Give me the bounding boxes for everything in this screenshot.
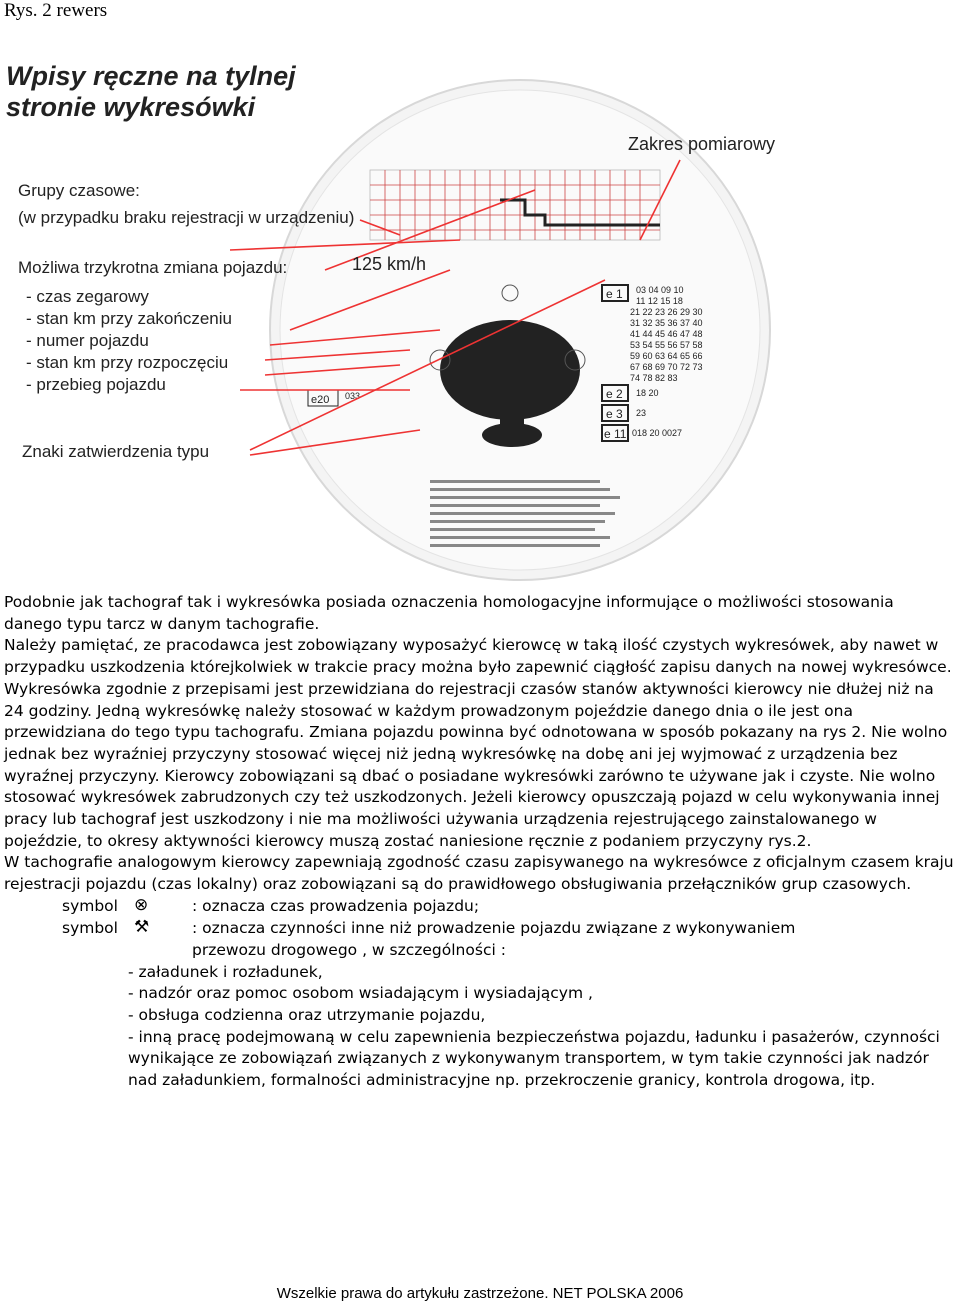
paragraph-2: Należy pamiętać, ze pracodawca jest zobowiązany wyposażyć kierowcę w taką ilość czystych wykresówek, aby nawet w przypadku uszkodzenia którejkolwiek w trakcie pracy można było zapewnić ciągłość zapisu danych na nowej wykresówce. Wykresówka zgodnie z przepisami jest przewidziana do rejestracji czasów stanów aktywności kierowcy nie dłużej niż na 24 godziny. Jedną wykresówkę należy stosować w każdym prowadzonym pojeździe danego dnia o ile jest ona przewidziana do tego typu tachografu. Zmiana pojazdu powinna być odnotowana w sposób pokazany na rys 2. Nie wolno jednak bez wyraźniej przyczyny stosować więcej niż jedną wykresówkę na dobę ani jej wyjmować z urządzenia bez wyraźnej przyczyny. Kierowcy zobowiązani są dbać o posiadane wykresówki zarówno te używane jak i czyste. Nie wolno stosować wykresówek zabrudzonych czy też uszkodzonych. Jeżeli kierowcy opuszczają pojazd w celu wykonywania innej pracy lub tachograf jest uszkodzony i nie ma możliwości używania urządzenia rejestrującego zainstalowanego w pojeździe, to okresy aktywności kierowcy muszą zostać naniesione ręcznie z podaniem przyczyny rys.2. [4, 636, 952, 850]
mark-e20: e20 [311, 394, 330, 406]
figure-title-line2: stronie wykresówki [6, 92, 256, 122]
mark-numbers-3: 21 22 23 26 29 30 [630, 307, 703, 317]
figure-caption: Rys. 2 rewers [4, 0, 108, 21]
symbol-row-other-work [4, 918, 956, 940]
article-body [4, 592, 956, 1092]
steering-wheel-icon: ⊗ [134, 894, 149, 915]
groups-label-line1: Grupy czasowe: [18, 181, 140, 200]
mark-numbers-10: 18 20 [636, 388, 659, 398]
paragraph-1: Podobnie jak tachograf tak i wykresówka posiada oznaczenia homologacyjne informujące o możliwości stosowania danego typu tarcz w danym tachografie. [4, 593, 894, 633]
list-item: - inną pracę podejmowaną w celu zapewnienia bezpieczeństwa pojazdu, ładunku i pasażerów, czynności wynikające ze zobowiązań związanych z wykonywanym transportem, w tym takie czynności jak nadzór nad załadunkiem, formalności administracyjne np. przekroczenie granicy, kontrola drogowa, itp. [128, 1027, 940, 1090]
list-item: - nadzór oraz pomoc osobom wsiadającym i wysiadającym , [128, 984, 593, 1003]
symbol-label: symbol [62, 918, 118, 937]
symbol-description-continued: przewozu drogowego , w szczególności : [192, 940, 506, 959]
symbol-label: symbol [62, 896, 118, 915]
mark-e1: e 1 [606, 287, 623, 301]
list-distance: - przebieg pojazdu [26, 375, 166, 394]
tachograph-chart-figure [0, 30, 800, 585]
symbol-description: : oznacza czas prowadzenia pojazdu; [192, 896, 480, 915]
mark-numbers-5: 41 44 45 46 47 48 [630, 329, 703, 339]
mark-numbers-4: 31 32 35 36 37 40 [630, 318, 703, 328]
list-km-end: - stan km przy zakończeniu [26, 309, 232, 328]
mark-e11: e 11 [604, 427, 627, 441]
paragraph-3: W tachografie analogowym kierowcy zapewniają zgodność czasu zapisywanego na wykresówce z oficjalnym czasem kraju rejestracji pojazdu (czas lokalny) oraz zobowiązani są do prawidłowego obsługiwania przełączników grup czasowych. [4, 853, 954, 894]
groups-label-line2: (w przypadku braku rejestracji w urządzeniu) [18, 208, 355, 227]
mark-numbers-9: 74 78 82 83 [630, 373, 678, 383]
mark-numbers-7: 59 60 63 64 65 66 [630, 351, 703, 361]
mark-numbers-1: 03 04 09 10 [636, 285, 684, 295]
mark-e3: e 3 [606, 407, 623, 421]
symbol-description: : oznacza czynności inne niż prowadzenie pojazdu związane z wykonywaniem [192, 918, 796, 937]
speed-label: 125 km/h [352, 254, 427, 274]
hammers-icon: ⚒ [134, 916, 150, 937]
chart-disc-illustration [0, 30, 800, 585]
list-item: - obsługa codzienna oraz utrzymanie pojazdu, [128, 1005, 486, 1024]
approval-label: Znaki zatwierdzenia typu [22, 442, 210, 461]
mark-numbers-2: 11 12 15 18 [636, 296, 683, 306]
mark-numbers-12: 018 20 0027 [632, 428, 683, 438]
range-label: Zakres pomiarowy [628, 134, 776, 154]
list-km-start: - stan km przy rozpoczęciu [26, 353, 229, 372]
activity-list [4, 962, 956, 1092]
mark-e2: e 2 [606, 387, 623, 401]
vehicle-change-label: Możliwa trzykrotna zmiana pojazdu: [18, 258, 288, 277]
mark-e20-number: 033 [345, 391, 361, 401]
list-vehicle-number: - numer pojazdu [26, 331, 149, 350]
symbol-row-driving [4, 896, 956, 918]
list-clock-time: - czas zegarowy [26, 287, 149, 306]
footer-copyright [0, 1285, 960, 1302]
figure-title-line1: Wpisy ręczne na tylnej [6, 61, 296, 91]
mark-numbers-6: 53 54 55 56 57 58 [630, 340, 703, 350]
fine-print-lines [430, 480, 620, 547]
footer-text: Wszelkie prawa do artykułu zastrzeżone. NET POLSKA 2006 [276, 1285, 684, 1302]
list-item: - załadunek i rozładunek, [128, 962, 323, 981]
mark-numbers-8: 67 68 69 70 72 73 [630, 362, 703, 372]
mark-numbers-11: 23 [636, 408, 647, 418]
